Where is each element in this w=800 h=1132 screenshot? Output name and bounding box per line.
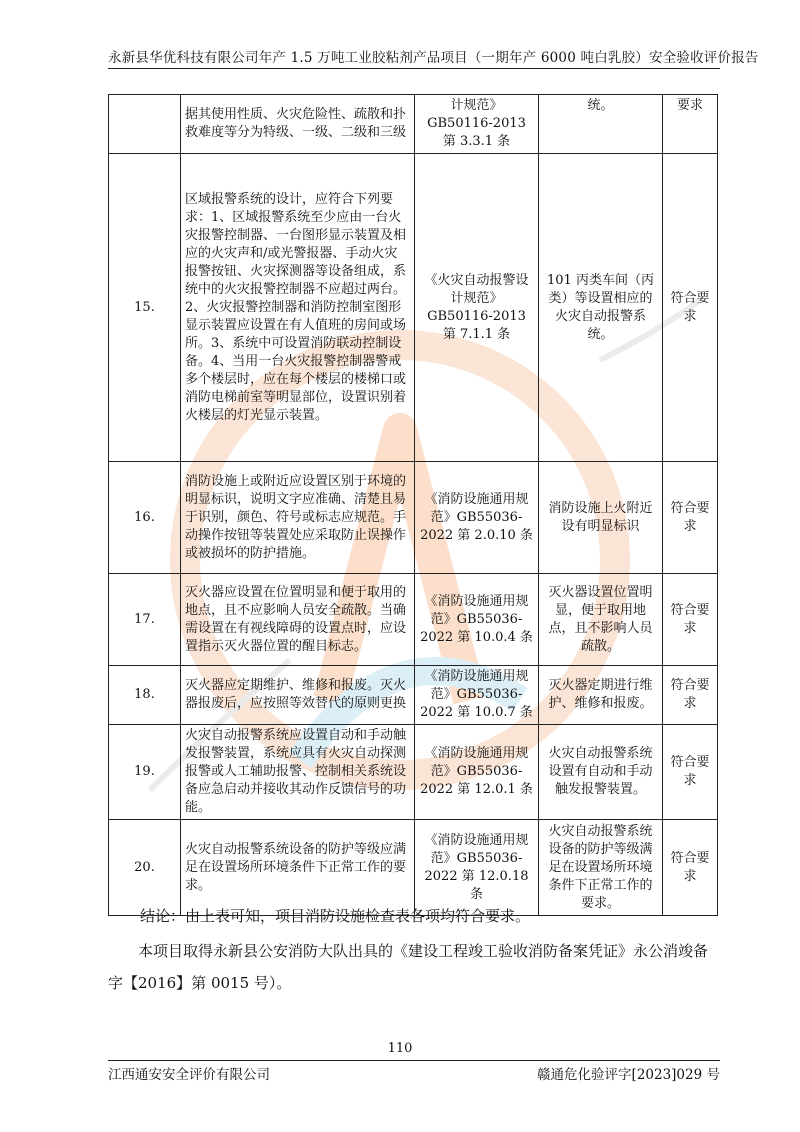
row-requirement: 火灾自动报警系统应设置自动和手动触发报警装置，系统应具有火灾自动探测报警或人工辅助报警、控制相关系统设备应急启动并接收其动作反馈信号的功能。: [181, 725, 415, 820]
conclusion-text: 结论：由上表可知，项目消防设施检查表各项均符合要求。: [140, 907, 531, 925]
table-row: [109, 820, 718, 916]
row-standard: 《消防设施通用规范》GB55036-2022 第 12.0.18 条: [415, 820, 539, 916]
table-row: [109, 725, 718, 820]
row-requirement: 灭火器应设置在位置明显和便于取用的地点，且不应影响人员安全疏散。当确需设置在有视线障碍的设置点时，应设置指示灭火器位置的醒目标志。: [181, 574, 415, 666]
footer-divider: [108, 1060, 720, 1061]
footer-doc-code: 赣通危化验评字[2023]029 号: [537, 1067, 720, 1083]
row-actual: 消防设施上火附近设有明显标识: [539, 462, 663, 574]
row-requirement: 消防设施上或附近应设置区别于环境的明显标识，说明文字应准确、清楚且易于识别，颜色、符号或标志应规范。手动操作按钮等装置处应采取防止误操作或被损坏的防护措施。: [181, 462, 415, 574]
row-actual: 统。: [539, 95, 663, 154]
row-result: 要求: [663, 95, 718, 154]
row-requirement: 区域报警系统的设计，应符合下列要求：1、区域报警系统至少应由一台火灾报警控制器、一台图形显示装置及相应的火灾声和/或光警报器、手动火灾报警按钮、火灾探测器等设备组成，系统中的火灾报警控制器不应超过两台。2、火灾报警控制器和消防控制室图形显示装置应设置在有人值班的房间或场所。3、系统中可设置消防联动控制设备。4、当用一台火灾报警控制器警戒多个楼层时，应在每个楼层的楼梯口或消防电梯前室等明显部位，设置识别着火楼层的灯光显示装置。: [181, 154, 415, 462]
row-number: 18.: [109, 666, 181, 725]
row-result: 符合要求: [663, 154, 718, 462]
footer-company: 江西通安安全评价有限公司: [108, 1067, 270, 1083]
row-standard: 《火灾自动报警设计规范》GB50116-2013 第 7.1.1 条: [415, 154, 539, 462]
page-number: 110: [387, 1041, 413, 1056]
table-row: [109, 574, 718, 666]
table-row: [109, 666, 718, 725]
row-requirement: 灭火器应定期维护、维修和报废。灭火器报废后，应按照等效替代的原则更换: [181, 666, 415, 725]
table-row: [109, 462, 718, 574]
row-standard: 《消防设施通用规范》GB55036-2022 第 2.0.10 条: [415, 462, 539, 574]
row-result: 符合要求: [663, 666, 718, 725]
fire-facility-checklist-table: [108, 94, 718, 916]
row-actual: 灭火器定期进行维护、维修和报废。: [539, 666, 663, 725]
row-actual: 101 丙类车间（丙类）等设置相应的火灾自动报警系统。: [539, 154, 663, 462]
row-number: [109, 95, 181, 154]
row-requirement: 火灾自动报警系统设备的防护等级应满足在设置场所环境条件下正常工作的要求。: [181, 820, 415, 916]
row-standard: 《消防设施通用规范》GB55036-2022 第 10.0.7 条: [415, 666, 539, 725]
report-header: 永新县华优科技有限公司年产 1.5 万吨工业胶粘剂产品项目（一期年产 6000 吨白乳胶）安全验收评价报告: [108, 50, 759, 66]
body-paragraph: 本项目取得永新县公安消防大队出具的《建设工程竣工验收消防备案凭证》永公消竣备字【2016】第 0015 号）。: [108, 942, 709, 992]
row-number: 17.: [109, 574, 181, 666]
row-result: 符合要求: [663, 462, 718, 574]
table-row: [109, 154, 718, 462]
row-result: 符合要求: [663, 725, 718, 820]
header-divider: [108, 68, 720, 69]
row-number: 20.: [109, 820, 181, 916]
row-actual: 火灾自动报警系统设置有自动和手动触发报警装置。: [539, 725, 663, 820]
row-standard: 计规范》GB50116-2013 第 3.3.1 条: [415, 95, 539, 154]
row-actual: 灭火器设置位置明显，便于取用地点，且不影响人员疏散。: [539, 574, 663, 666]
row-standard: 《消防设施通用规范》GB55036-2022 第 10.0.4 条: [415, 574, 539, 666]
row-number: 19.: [109, 725, 181, 820]
row-number: 16.: [109, 462, 181, 574]
row-requirement: 据其使用性质、火灾危险性、疏散和扑救难度等分为特级、一级、二级和三级: [181, 95, 415, 154]
table-row: [109, 95, 718, 154]
row-number: 15.: [109, 154, 181, 462]
row-result: 符合要求: [663, 574, 718, 666]
row-actual: 火灾自动报警系统设备的防护等级满足在设置场所环境条件下正常工作的要求。: [539, 820, 663, 916]
row-result: 符合要求: [663, 820, 718, 916]
row-standard: 《消防设施通用规范》GB55036-2022 第 12.0.1 条: [415, 725, 539, 820]
